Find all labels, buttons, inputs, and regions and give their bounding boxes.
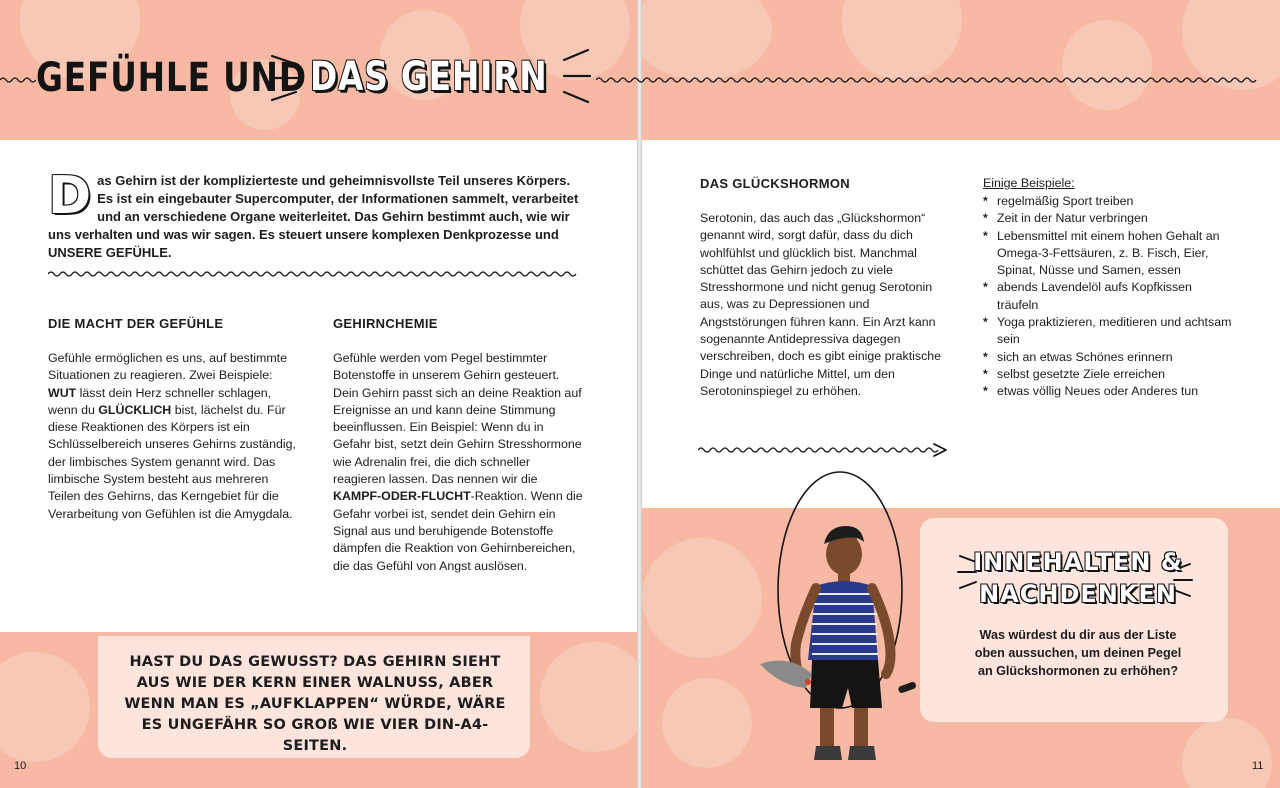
page-number-left: 10 xyxy=(14,760,27,772)
macht-text-2: lässt dein Herz schneller schlagen, wenn du xyxy=(48,385,272,417)
intro-paragraph xyxy=(48,166,588,262)
list-item: * abends Lavendelöl aufs Kopfkissen träufeln xyxy=(983,279,1233,314)
reflect-card-question: Was würdest du dir aus der Liste oben aussuchen, um deinen Pegel an Glückshormonen zu erhöhen? xyxy=(974,628,1182,678)
reflect-card-title xyxy=(958,546,1198,610)
chemie-text-2: -Reaktion. Wenn die Gefahr vorbei ist, sendet dein Gehirn ein Signal aus und beruhigende Botenstoffe dämpfen die Reaktion von Gehirnbereichen, die das Gefühl von Angst auslösen. xyxy=(333,489,583,573)
drop-cap: D xyxy=(48,166,92,226)
header-wave-line-right xyxy=(596,76,1280,84)
title-accent-right-icon xyxy=(560,46,596,106)
list-item: * selbst gesetzte Ziele erreichen xyxy=(983,366,1233,383)
macht-bold-gluecklich: GLÜCKLICH xyxy=(98,402,172,417)
wavy-arrow-icon xyxy=(698,442,950,458)
reflect-title-line-2: NACHDENKEN xyxy=(979,580,1177,608)
reflect-title-line-1: INNEHALTEN & xyxy=(973,548,1183,576)
jump-rope-boy-illustration xyxy=(750,470,930,788)
list-item: * Yoga praktizieren, meditieren und achtsam sein xyxy=(983,314,1233,349)
macht-bold-wut: WUT xyxy=(48,385,77,400)
list-item: * sich an etwas Schönes erinnern xyxy=(983,349,1233,366)
fact-callout-text: HAST DU DAS GEWUSST? DAS GEHIRN SIEHT AUS WIE DER KERN EINER WALNUSS, ABER WENN MAN ES „AUFKLAPPEN“ WÜRDE, WÄRE ES UNGEFÄHR SO GROß WIE VIER DIN-A4-SEITEN. xyxy=(124,654,506,754)
list-item: * regelmäßig Sport treiben xyxy=(983,193,1233,210)
intro-caps-text: UNSERE GEFÜHLE. xyxy=(48,245,172,260)
book-gutter xyxy=(637,0,642,788)
macht-text-1: Gefühle ermöglichen es uns, auf bestimmte Situationen zu reagieren. Zwei Beispiele: xyxy=(48,351,287,383)
list-item: * Zeit in der Natur verbringen xyxy=(983,210,1233,227)
heading-glueckshormon: DAS GLÜCKSHORMON xyxy=(700,176,850,191)
chemie-bold-kampf: KAMPF-ODER-FLUCHT xyxy=(333,489,471,504)
heading-gehirnchemie: GEHIRNCHEMIE xyxy=(333,316,438,331)
intro-divider-wave xyxy=(48,270,578,278)
examples-list xyxy=(983,193,1233,401)
chemie-text-1: Gefühle werden vom Pegel bestimmter Botenstoffe in unserem Gehirn gesteuert. Dein Gehirn passt sich an deine Reaktion auf Ereignisse an und kann deine Stimmung beeinflussen. Ein Beispiel: Wenn du in Gefahr bist, setzt dein Gehirn Stresshormone wie Adrenalin frei, die dich schneller reagieren lassen. Das nennen wir die xyxy=(333,351,582,487)
title-part-2: DAS GEHIRN xyxy=(310,54,548,100)
title-accent-icon xyxy=(266,50,306,106)
heading-macht-der-gefuehle: DIE MACHT DER GEFÜHLE xyxy=(48,316,224,331)
header-wave-line-left xyxy=(0,76,36,84)
list-item: * etwas völlig Neues oder Anderes tun xyxy=(983,383,1233,400)
examples-heading: Einige Beispiele: xyxy=(983,176,1075,190)
macht-text-3: bist, lächelst du. Für diese Reaktionen des Körpers ist ein Schlüsselbereich unseres Gehirns zuständig, der limbisches System genannt wird. Das limbische System besteht aus mehreren Teilen des Gehirns, das Kerngebiet für die Verarbeitung von Gefühlen ist die Amygdala. xyxy=(48,402,296,521)
text-gehirnchemie xyxy=(333,350,583,575)
header-background-right xyxy=(642,0,1280,140)
text-macht-der-gefuehle xyxy=(48,350,298,523)
text-glueckshormon: Serotonin, das auch das „Glückshormon“ genannt wird, sorgt dafür, dass du dich wohlfühlst und glücklich bist. Manchmal schüttet das Gehirn jedoch zu viele Stresshormone und nicht genug Serotonin aus, was zu Depressionen und Angststörungen führen kann. Ein Arzt kann sogenannte Antidepressiva dagegen verschreiben, doch es gibt einige praktische Dinge und natürliche Mittel, um den Serotoninspiegel zu erhöhen. xyxy=(700,211,942,398)
list-item: * Lebensmittel mit einem hohen Gehalt an Omega-3-Fettsäuren, z. B. Fisch, Eier, Spinat, Nüsse und Samen, essen xyxy=(983,228,1233,280)
title-part-1: GEFÜHLE UND xyxy=(36,55,307,101)
page-number-right: 11 xyxy=(1252,760,1264,772)
intro-text: as Gehirn ist der komplizierteste und geheimnisvollste Teil unseres Körpers. Es ist ein eingebauter Supercomputer, der Informationen sammelt, verarbeitet und an verschiedene Organe weiterleitet. Das Gehirn bestimmt auch, wie wir uns verhalten und was wir sagen. Es steuert unsere komplexen Denkprozesse und xyxy=(48,173,579,242)
